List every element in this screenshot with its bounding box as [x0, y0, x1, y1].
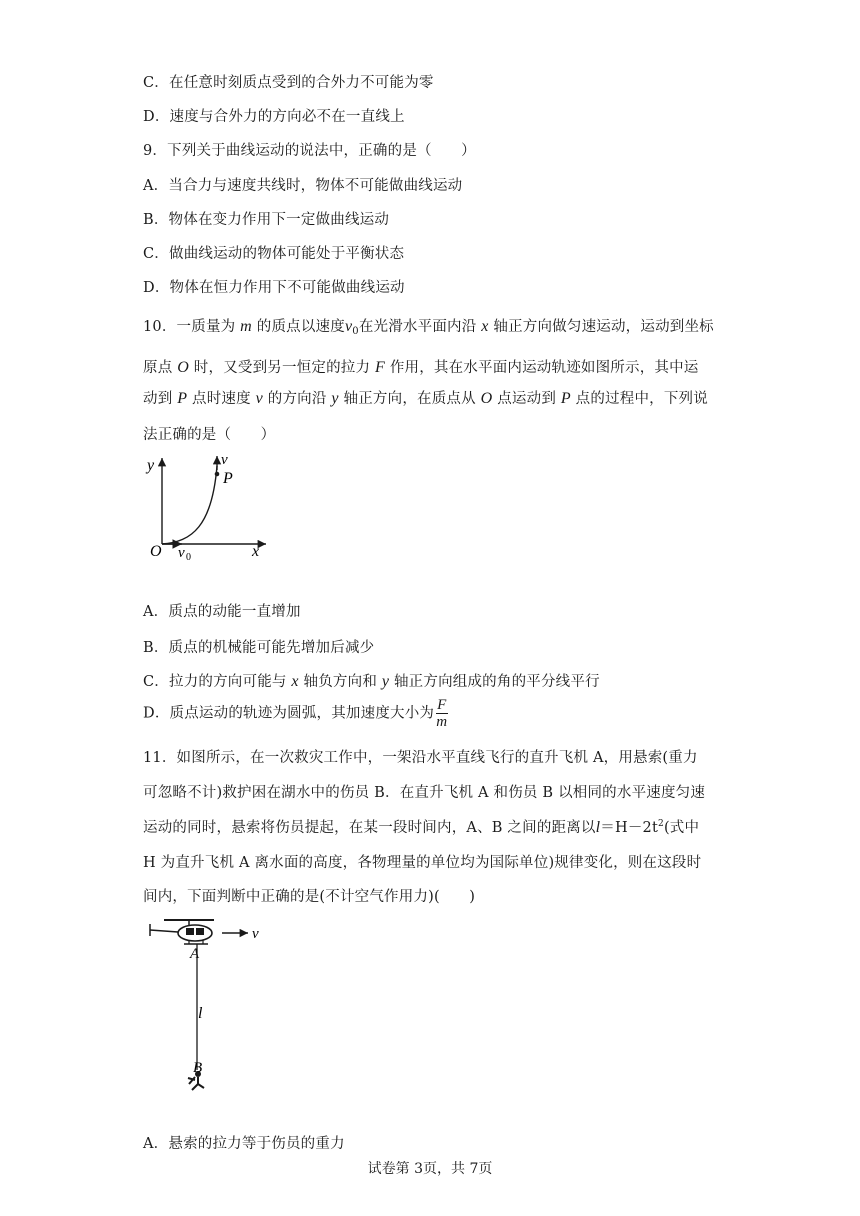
label-o: O	[150, 543, 162, 560]
label-v: v	[252, 926, 259, 942]
q10-stem-line-1: 10．一质量为 m 的质点以速度$v_0$在光滑水平面内沿 x 轴正方向做匀速运动，运动到坐标	[143, 318, 714, 337]
q10-option-a: A．质点的动能一直增加	[143, 604, 301, 620]
label-b: B	[193, 1060, 203, 1076]
label-v0-sub: 0	[186, 552, 191, 560]
q10-stem-line-2: 原点 O 时，又受到另一恒定的拉力 F 作用，其在水平面内运动轨迹如图所示，其中运	[143, 359, 699, 376]
point-p	[215, 472, 220, 477]
trajectory-curve	[162, 466, 217, 544]
label-y: y	[147, 457, 155, 474]
q11-stem-line-4: H 为直升飞机 A 离水面的高度，各物理量的单位均为国际单位)规律变化，则在这段时	[143, 855, 702, 871]
q10-option-b: B．质点的机械能可能先增加后减少	[143, 640, 375, 656]
q9-option-a: A．当合力与速度共线时，物体不可能做曲线运动	[143, 178, 463, 194]
q10-trajectory-figure	[140, 448, 280, 560]
helicopter-icon	[150, 920, 214, 944]
label-p: P	[223, 470, 233, 487]
q9-stem: 9．下列关于曲线运动的说法中，正确的是（ ）	[143, 143, 476, 159]
q8-option-c: C．在任意时刻质点受到的合外力不可能为零	[143, 75, 434, 91]
label-x: x	[252, 543, 260, 560]
fraction-f-over-m: $\frac{F}{m}$	[436, 697, 448, 730]
q11-stem-line-1: 11．如图所示，在一次救灾工作中，一架沿水平直线飞行的直升飞机 A，用悬索(重力	[143, 750, 698, 766]
q11-stem-line-5: 间内，下面判断中正确的是(不计空气作用力)( )	[143, 889, 476, 905]
q10-stem-line-4: 法正确的是（ ）	[143, 427, 276, 443]
q11-stem-line-2: 可忽略不计)救护困在湖水中的伤员 B．在直升飞机 A 和伤员 B 以相同的水平速度匀速	[143, 785, 706, 801]
q9-option-c: C．做曲线运动的物体可能处于平衡状态	[143, 246, 405, 262]
label-l: l	[198, 1005, 203, 1022]
label-v: v	[221, 452, 228, 468]
q9-option-d: D．物体在恒力作用下不可能做曲线运动	[143, 280, 405, 296]
q10-stem-line-3: 动到 P 点时速度 v 的方向沿 y 轴正方向，在质点从 O 点运动到 P 点的过程中，下列说	[143, 390, 708, 407]
label-v0: v	[178, 545, 185, 560]
q9-option-b: B．物体在变力作用下一定做曲线运动	[143, 212, 390, 228]
page-footer: 试卷第 3页，共 7页	[367, 1161, 493, 1177]
q11-option-a: A．悬索的拉力等于伤员的重力	[143, 1136, 345, 1152]
q11-helicopter-figure	[140, 912, 280, 1092]
label-a: A	[190, 946, 200, 962]
q10-option-c: C．拉力的方向可能与 x 轴负方向和 y 轴正方向组成的角的平分线平行	[143, 673, 600, 690]
q8-option-d: D．速度与合外力的方向必不在一直线上	[143, 109, 405, 125]
q10-option-d: D．质点运动的轨迹为圆弧，其加速度大小为 $\frac{F}{m}$	[143, 697, 448, 730]
q11-stem-line-3: 运动的同时，悬索将伤员提起，在某一段时间内，A、B 之间的距离以$l=H-2t^2$(式中	[143, 819, 700, 836]
